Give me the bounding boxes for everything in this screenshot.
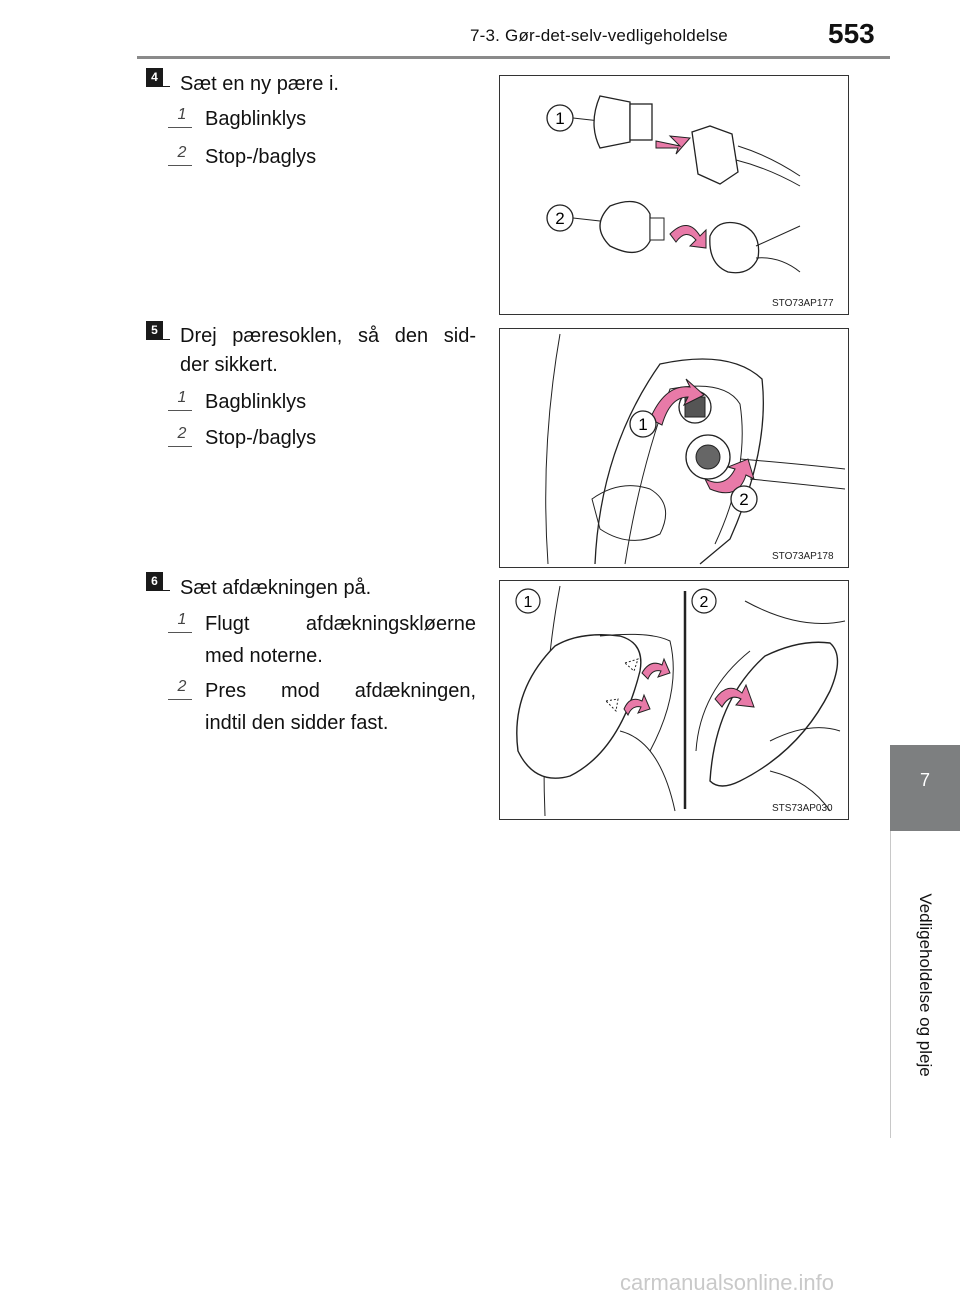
step-number-badge: 6 xyxy=(146,572,163,590)
item-label: Bagblinklys xyxy=(205,108,307,130)
figure-code: STS73AP030 xyxy=(772,803,833,814)
step-instruction: Sæt en ny pære i. xyxy=(180,73,339,95)
svg-text:1: 1 xyxy=(638,415,648,434)
item-label: Pres mod afdækningen, xyxy=(205,680,476,702)
item-label: Stop-/baglys xyxy=(205,427,317,449)
svg-text:2: 2 xyxy=(739,490,749,509)
item-label: Stop-/baglys xyxy=(205,146,317,168)
step-instruction-continued: der sikkert. xyxy=(180,354,278,376)
step-instruction: Drej pæresoklen, så den sid- xyxy=(180,325,476,347)
step-underline xyxy=(146,339,170,340)
item-number: 1 xyxy=(177,106,187,123)
svg-text:1: 1 xyxy=(523,594,533,611)
watermark-text: carmanualsonline.info xyxy=(620,1270,835,1295)
figure-code: STO73AP177 xyxy=(772,298,834,309)
step-underline xyxy=(146,590,170,591)
item-label: Bagblinklys xyxy=(205,391,307,413)
chapter-number: 7 xyxy=(919,770,930,790)
item-number: 1 xyxy=(177,611,187,628)
figure-install-cover xyxy=(499,580,849,820)
section-title: 7-3. Gør-det-selv-vedligeholdelse xyxy=(470,26,728,45)
item-number: 2 xyxy=(177,425,187,442)
item-label: Flugt afdækningskløerne xyxy=(205,613,476,635)
page-number: 553 xyxy=(828,18,875,49)
item-label-continued: indtil den sidder fast. xyxy=(205,712,389,734)
figure-code: STO73AP178 xyxy=(772,551,834,562)
item-number: 2 xyxy=(177,678,187,695)
turn-socket-illustration xyxy=(500,329,848,567)
bulb-insert-illustration xyxy=(500,76,848,314)
figure-turn-socket xyxy=(499,328,849,568)
step-instruction: Sæt afdækningen på. xyxy=(180,577,372,599)
header-divider xyxy=(137,56,890,59)
step-number-badge: 5 xyxy=(146,321,163,339)
install-cover-illustration xyxy=(500,581,848,819)
svg-text:2: 2 xyxy=(699,594,709,611)
svg-text:1: 1 xyxy=(555,109,565,128)
figure-bulb-insert xyxy=(499,75,849,315)
item-number: 1 xyxy=(177,389,187,406)
step-underline xyxy=(146,86,170,87)
item-label-continued: med noterne. xyxy=(205,645,323,667)
svg-text:2: 2 xyxy=(555,209,565,228)
item-number: 2 xyxy=(177,144,187,161)
chapter-title: Vedligeholdelse og pleje xyxy=(916,893,935,1077)
step-number-badge: 4 xyxy=(146,68,163,86)
